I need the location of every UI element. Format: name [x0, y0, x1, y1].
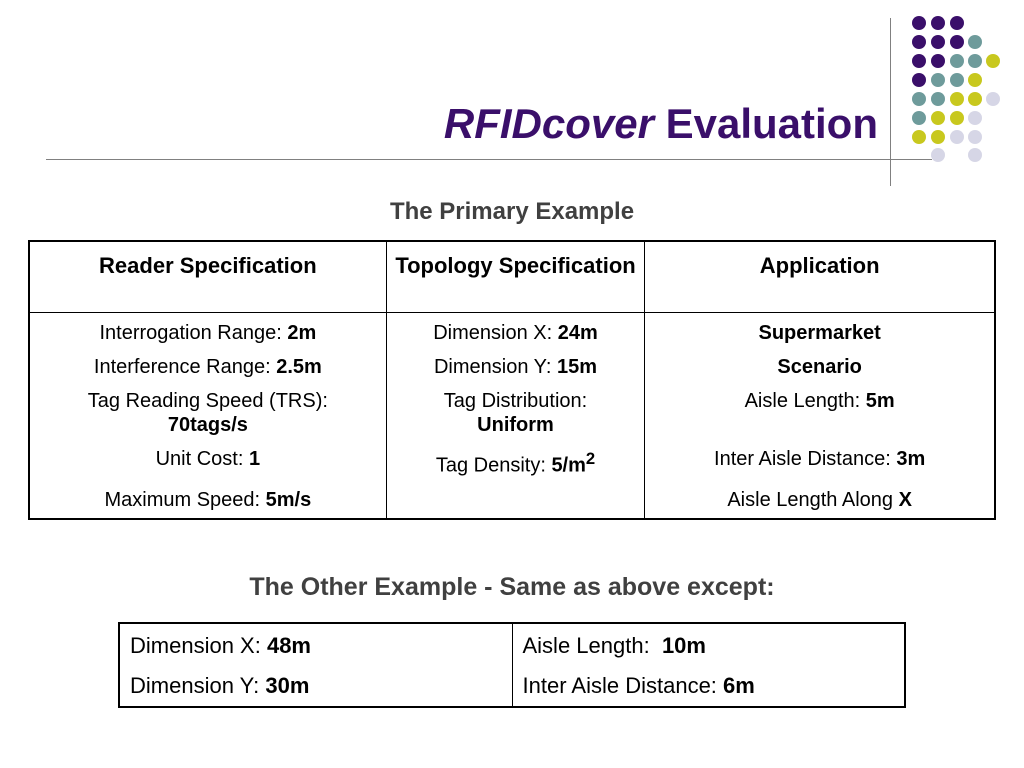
- dot: [931, 111, 945, 125]
- title-italic: RFIDcover: [443, 100, 654, 147]
- dot: [968, 130, 982, 144]
- cell-value: 70tags/s: [167, 414, 248, 436]
- cell-value: 6m: [723, 673, 755, 698]
- cell-value: 2.5m: [276, 356, 322, 378]
- dot: [912, 54, 926, 68]
- cell-value: 15m: [557, 356, 598, 378]
- primary-spec-table: [28, 240, 996, 520]
- cell-label: Inter Aisle Distance:: [522, 673, 724, 698]
- vertical-divider: [890, 18, 891, 186]
- table-row: [29, 313, 995, 350]
- dot: [912, 73, 926, 87]
- cell-label: Tag Reading Speed (TRS):: [87, 390, 328, 412]
- dot: [950, 130, 964, 144]
- table-row: [29, 482, 995, 519]
- table-cell: [512, 664, 905, 707]
- dot: [931, 130, 945, 144]
- cell-value: Uniform: [477, 414, 554, 436]
- decorative-dot-grid: [904, 12, 1014, 162]
- dot: [931, 92, 945, 106]
- dot: [950, 54, 964, 68]
- table-cell: [386, 383, 645, 441]
- cell-superscript: 2: [585, 449, 596, 468]
- dot: [931, 148, 945, 162]
- cell-value: 24m: [557, 322, 598, 344]
- table-cell: [645, 383, 995, 441]
- dot: [931, 35, 945, 49]
- cell-label: Aisle Length:: [744, 390, 866, 412]
- cell-label: Interference Range:: [93, 356, 277, 378]
- cell-value: 3m: [896, 448, 926, 470]
- primary-example-heading: The Primary Example: [389, 198, 635, 225]
- dot: [950, 35, 964, 49]
- cell-label: Tag Density:: [435, 454, 552, 477]
- dot: [968, 73, 982, 87]
- cell-label: Aisle Length:: [522, 633, 662, 658]
- dot: [950, 16, 964, 30]
- cell-value: X: [898, 488, 912, 511]
- dot: [968, 148, 982, 162]
- cell-label: Tag Distribution:: [443, 390, 588, 412]
- other-heading-rest: - Same as above except:: [477, 573, 775, 601]
- dot: [912, 16, 926, 30]
- table-row: [119, 664, 905, 707]
- cell-label: Unit Cost:: [155, 448, 249, 470]
- slide-title: [443, 100, 878, 147]
- table-cell: [29, 313, 386, 350]
- table-cell: [119, 623, 512, 664]
- table-row: [119, 623, 905, 664]
- cell-value: 1: [248, 448, 261, 470]
- cell-value: 10m: [661, 633, 706, 658]
- table-header-row: [29, 241, 995, 313]
- title-rest: Evaluation: [665, 100, 878, 147]
- dot: [912, 92, 926, 106]
- dot: [912, 35, 926, 49]
- dot: [986, 92, 1000, 106]
- table-cell: [645, 349, 995, 383]
- table-cell: [29, 482, 386, 519]
- dot: [968, 54, 982, 68]
- dot: [950, 73, 964, 87]
- cell-value: 48m: [266, 633, 311, 658]
- cell-value: Scenario: [777, 356, 862, 378]
- dot: [950, 92, 964, 106]
- table-row: [29, 349, 995, 383]
- cell-label: Maximum Speed:: [104, 488, 266, 511]
- title-divider: [46, 159, 932, 160]
- cell-value: 2m: [287, 322, 317, 344]
- header-application: Application: [645, 241, 995, 313]
- table-cell: [386, 349, 645, 383]
- cell-value: Supermarket: [758, 322, 881, 344]
- cell-value: 5/m: [551, 454, 586, 477]
- dot: [968, 35, 982, 49]
- table-cell: [29, 441, 386, 482]
- dot: [968, 92, 982, 106]
- dot: [986, 54, 1000, 68]
- other-example-heading: [0, 573, 1024, 602]
- cell-value: 5m/s: [265, 488, 312, 511]
- table-row: [29, 441, 995, 482]
- table-cell: [119, 664, 512, 707]
- dot: [931, 73, 945, 87]
- table-cell: [29, 349, 386, 383]
- header-topology-specification: Topology Specification: [386, 241, 645, 313]
- dot: [931, 16, 945, 30]
- cell-label: Dimension Y:: [130, 673, 266, 698]
- other-heading-bold: The Other Example: [249, 573, 478, 601]
- dot: [950, 111, 964, 125]
- table-cell: [386, 482, 645, 519]
- table-row: [29, 383, 995, 441]
- header-reader-specification: Reader Specification: [29, 241, 386, 313]
- dot: [931, 54, 945, 68]
- table-cell: [645, 482, 995, 519]
- dot: [968, 111, 982, 125]
- cell-label: Dimension X:: [130, 633, 267, 658]
- cell-value: 5m: [865, 390, 895, 412]
- cell-label: Inter Aisle Distance:: [714, 448, 897, 470]
- other-spec-table: [118, 622, 906, 708]
- table-cell: [386, 441, 645, 482]
- cell-label: Dimension Y:: [433, 356, 557, 378]
- cell-label: Interrogation Range:: [99, 322, 288, 344]
- cell-label: Dimension X:: [433, 322, 558, 344]
- cell-value: 30m: [265, 673, 310, 698]
- dot: [912, 111, 926, 125]
- table-cell: [645, 441, 995, 482]
- table-cell: [512, 623, 905, 664]
- cell-label: Aisle Length Along: [727, 488, 899, 511]
- table-cell: [386, 313, 645, 350]
- table-cell: [29, 383, 386, 441]
- table-cell: [645, 313, 995, 350]
- dot: [912, 130, 926, 144]
